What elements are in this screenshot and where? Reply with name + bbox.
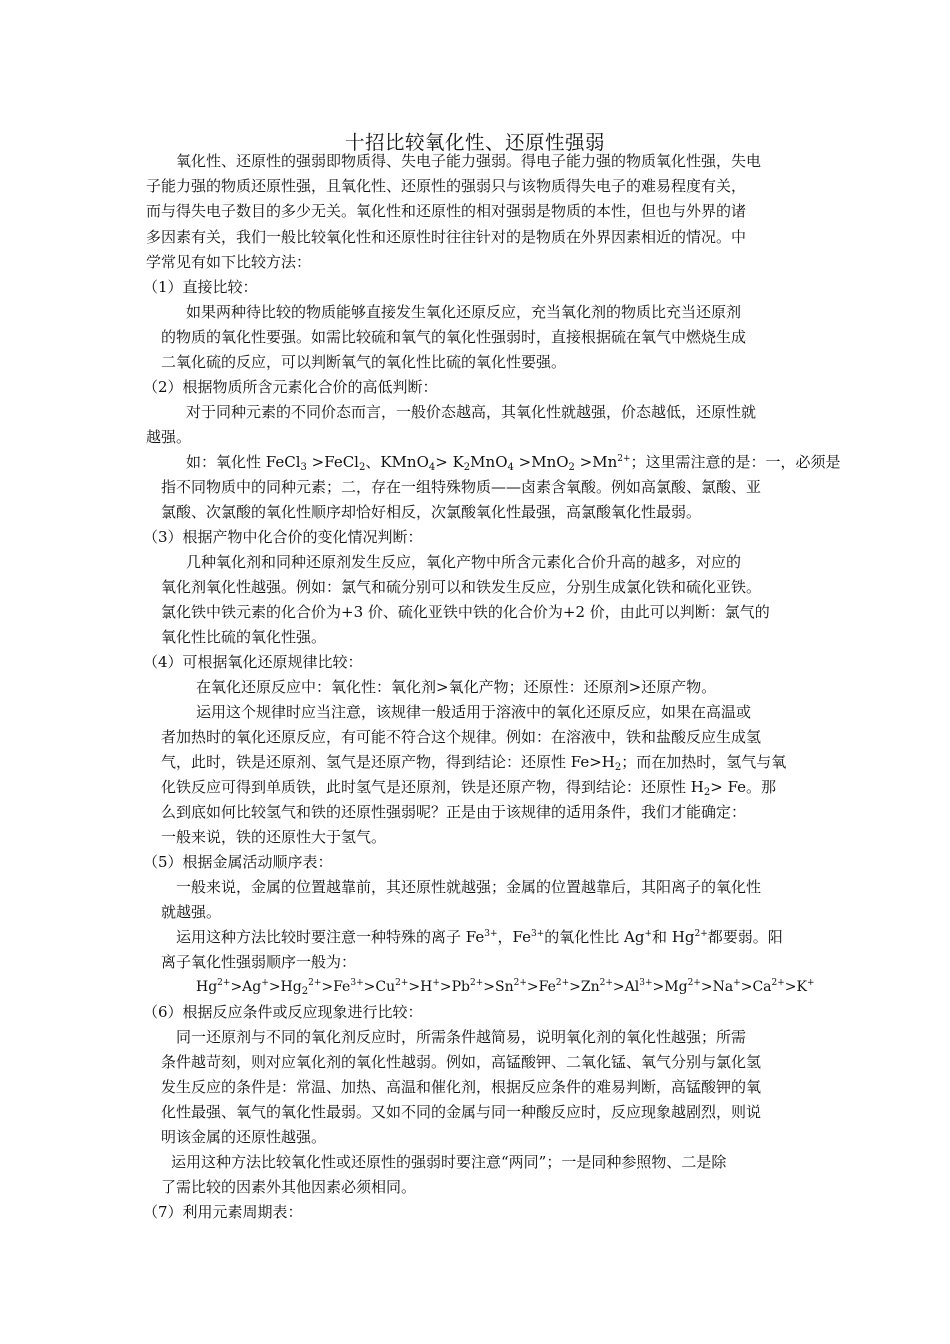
paragraph-line: 发生反应的条件是：常温、加热、高温和催化剂，根据反应条件的难易判断，高锰酸钾的氧	[161, 1078, 762, 1096]
paragraph-line: 就越强。	[161, 903, 222, 921]
ion-symbol: >Pb	[439, 979, 470, 995]
page-title: 十招比较氧化性、还原性强弱	[344, 131, 605, 154]
ion-charge: 2+	[308, 978, 322, 988]
section-heading: （6）根据反应条件或反应现象进行比较：	[143, 1003, 423, 1021]
paragraph-line: 者加热时的氧化还原反应，有可能不符合这个规律。例如：在溶液中，铁和盐酸反应生成氢	[161, 728, 762, 746]
ion-charge: 2+	[470, 978, 484, 988]
paragraph-line: 一般来说，金属的位置越靠前，其还原性就越强；金属的位置越靠后，其阳离子的氧化性	[176, 878, 762, 896]
ion-symbol: >H	[408, 979, 433, 995]
formula-line: 运用这种方法比较时要注意一种特殊的离子 $Fe^{3+}$，$Fe^{3+}$的氧化性比 Ag+和 $Hg^{2+}$都要弱。阳	[176, 928, 783, 946]
ion-symbol: >Zn	[569, 979, 600, 995]
ion-symbol: >Al	[612, 979, 640, 995]
ion-charge: 2+	[687, 978, 701, 988]
paragraph-line: 的物质的氧化性要强。如需比较硫和氧气的氧化性强弱时，直接根据硫在氧气中燃烧生成	[161, 328, 747, 346]
paragraph-line: 氯酸、次氯酸的氧化性顺序却恰好相反，次氯酸氧化性最强，高氯酸氧化性最弱。	[161, 503, 702, 521]
paragraph-line: 运用这个规律时应当注意，该规律一般适用于溶液中的氧化还原反应，如果在高温或	[196, 703, 752, 721]
paragraph-line: 氧化剂氧化性越强。例如：氯气和硫分别可以和铁发生反应，分别生成氯化铁和硫化亚铁。	[161, 578, 762, 596]
paragraph-line: 氯化铁中铁元素的化合价为+3 价、硫化亚铁中铁的化合价为+2 价，由此可以判断：氯气的	[161, 603, 770, 621]
paragraph-line: 二氧化硫的反应，可以判断氧气的氧化性比硫的氧化性要强。	[161, 353, 567, 371]
paragraph-line: 了需比较的因素外其他因素必须相同。	[161, 1178, 417, 1196]
paragraph-line: 在氧化还原反应中：氧化性：氧化剂>氧化产物；还原性：还原剂>还原产物。	[196, 678, 717, 696]
ion-symbol: >Hg	[268, 979, 302, 995]
paragraph-line: 离子氧化性强弱顺序一般为：	[161, 953, 357, 971]
section-heading: （7）利用元素周期表：	[143, 1203, 303, 1221]
paragraph-line: 么到底如何比较氢气和铁的还原性强弱呢？正是由于该规律的适用条件，我们才能确定：	[161, 803, 747, 821]
ion-symbol: >Ag	[230, 979, 262, 995]
formula-line: 气，此时，铁是还原剂、氢气是还原产物，得到结论：还原性 $Fe>H_2$；而在加热时，氢气与氧	[161, 753, 787, 773]
intro-line: 氧化性、还原性的强弱即物质得、失电子能力强弱。得电子能力强的物质氧化性强，失电	[176, 152, 762, 170]
ion-symbol: >Mg	[652, 979, 688, 995]
section-heading: （5）根据金属活动顺序表：	[143, 853, 333, 871]
ion-symbol: >Cu	[363, 979, 396, 995]
ion-oxidizing-series	[196, 976, 815, 998]
formula-line: 化铁反应可得到单质铁，此时氢气是还原剂，铁是还原产物，得到结论：还原性 $H_2> Fe$。那	[161, 778, 777, 798]
section-heading: （2）根据物质所含元素化合价的高低判断：	[143, 378, 438, 396]
ion-charge: +	[733, 978, 741, 988]
intro-line: 而与得失电子数目的多少无关。氧化性和还原性的相对强弱是物质的本性，但也与外界的诸	[146, 202, 747, 220]
paragraph-line: 条件越苛刻，则对应氧化剂的氧化性越弱。例如，高锰酸钾、二氧化锰、氧气分别与氯化氢	[161, 1053, 762, 1071]
paragraph-line: 明该金属的还原性越强。	[161, 1128, 327, 1146]
ion-symbol: Hg	[196, 979, 218, 995]
ion-symbol: >K	[784, 979, 807, 995]
paragraph-line: 化性最强、氧气的氧化性最弱。又如不同的金属与同一种酸反应时，反应现象越剧烈，则说	[161, 1103, 762, 1121]
paragraph-line: 对于同种元素的不同价态而言，一般价态越高，其氧化性就越强，价态越低，还原性就	[186, 403, 757, 421]
intro-line: 多因素有关，我们一般比较氧化性和还原性时往往针对的是物质在外界因素相近的情况。中	[146, 228, 747, 246]
ion-symbol: >Fe	[321, 979, 351, 995]
ion-symbol: >Fe	[526, 979, 556, 995]
ion-charge: 2+	[599, 978, 613, 988]
ion-charge: 2+	[555, 978, 570, 988]
ion-charge: +	[807, 978, 815, 988]
paragraph-line: 越强。	[146, 428, 192, 446]
intro-line: 子能力强的物质还原性强，且氧化性、还原性的强弱只与该物质得失电子的难易程度有关，	[146, 177, 747, 195]
ion-charge: +	[261, 978, 269, 988]
formula-line: 如：氧化性 FeCl$_3$ >FeCl$_2$、KMnO$_4$> $K_2MnO_4 >MnO_2 >Mn^{2+}$；这里需注意的是：一，必须是	[186, 453, 841, 473]
ion-symbol: >Sn	[483, 979, 514, 995]
paragraph-line: 如果两种待比较的物质能够直接发生氧化还原反应，充当氧化剂的物质比充当还原剂	[186, 303, 742, 321]
ion-subscript: 2	[301, 986, 309, 997]
intro-line: 学常见有如下比较方法：	[146, 253, 312, 271]
ion-symbol: >Ca	[740, 979, 772, 995]
ion-charge: 2+	[395, 978, 409, 988]
section-heading: （4）可根据氧化还原规律比较：	[143, 653, 363, 671]
paragraph-line: 指不同物质中的同种元素；二，存在一组特殊物质——卤素含氧酸。例如高氯酸、氯酸、亚	[161, 478, 762, 496]
paragraph-line: 运用这种方法比较氧化性或还原性的强弱时要注意“两同”；一是同种参照物、二是除	[171, 1153, 727, 1171]
section-heading: （1）直接比较：	[143, 278, 258, 296]
ion-charge: +	[432, 978, 440, 988]
section-heading: （3）根据产物中化合价的变化情况判断：	[143, 528, 423, 546]
paragraph-line: 几种氧化剂和同种还原剂发生反应，氧化产物中所含元素化合价升高的越多，对应的	[186, 553, 742, 571]
ion-charge: 3+	[350, 978, 364, 988]
ion-charge: 3+	[639, 978, 653, 988]
paragraph-line: 一般来说，铁的还原性大于氢气。	[161, 828, 387, 846]
ion-charge: 2+	[771, 978, 785, 988]
ion-symbol: >Na	[700, 979, 734, 995]
paragraph-line: 氧化性比硫的氧化性强。	[161, 628, 327, 646]
ion-charge: 2+	[513, 978, 527, 988]
paragraph-line: 同一还原剂与不同的氧化剂反应时，所需条件越简易，说明氧化剂的氧化性越强；所需	[176, 1028, 747, 1046]
ion-charge: 2+	[217, 978, 231, 988]
